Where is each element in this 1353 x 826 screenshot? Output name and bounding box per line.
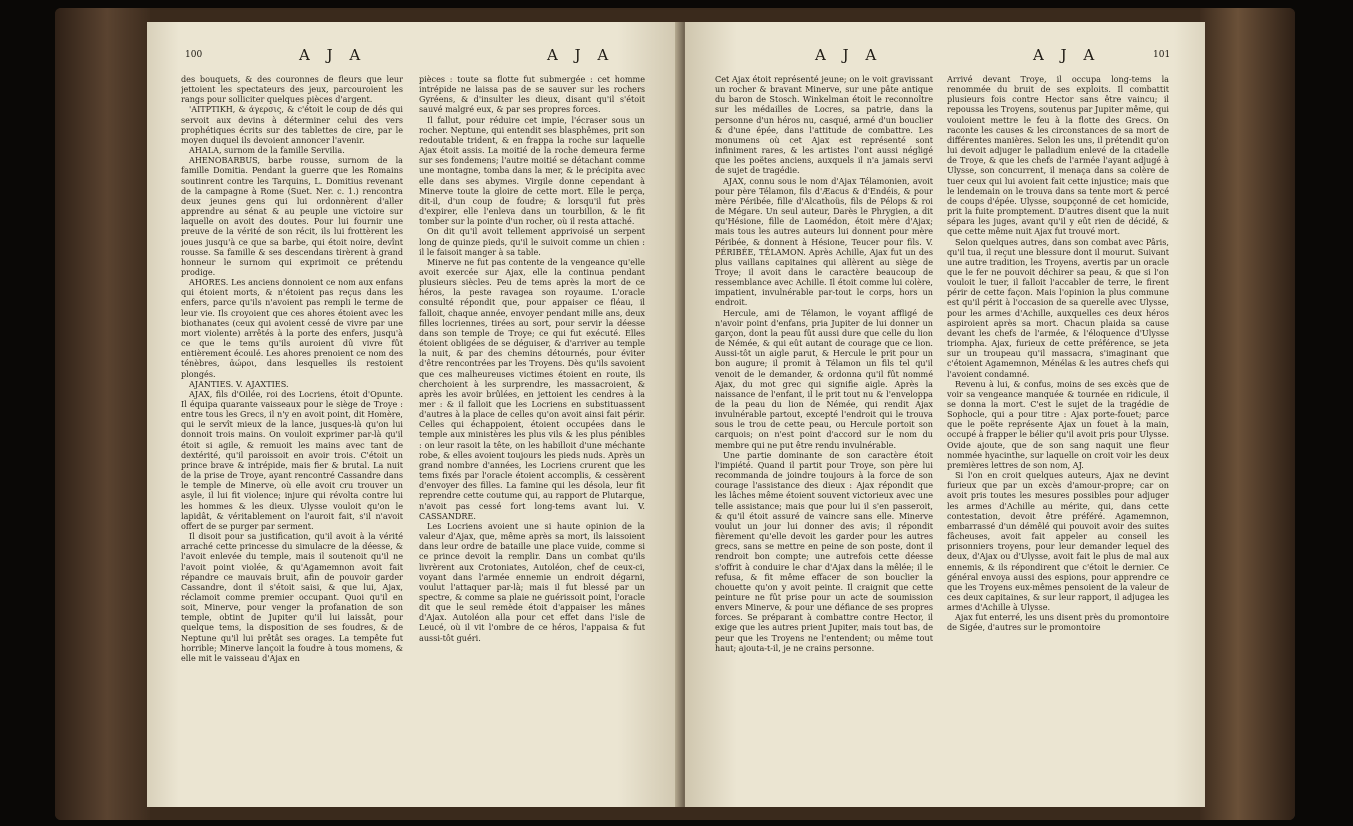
paragraph: AHENOBARBUS, barbe rousse, surnom de la famille Domitia. Pendant la guerre que les Romains soutinrent contre les Tarquins, L. Domitius revenant de la campagne à Rome (Suet. Ner. c. 1.) rencontra deux jeunes gens qui lui ordonnèrent d'aller apprendre au sénat & au peuple une victoire sur laquelle on avoit des doutes. Pour lui fournir une preuve de la vérité de son récit, ils lui frottèrent les joues jusqu'à ce que sa barbe, qui étoit noire, devînt rousse. Sa famille & ses descendans tirèrent à grand honneur le surnom qui exprimoit ce prétendu prodige. xyxy=(181,155,403,277)
paragraph: AHALA, surnom de la famille Servilia. xyxy=(189,145,345,156)
paragraph: Cet Ajax étoit représenté jeune; on le voit gravissant un rocher & bravant Minerve, sur une pâte antique du baron de Stosch. Winkelman étoit le reconnoître sur les médailles de Locres, sa patrie, dans la personne d'un héros nu, casqué, armé d'un bouclier & d'une épée, dans l'attitude de combattre. Les monumens où cet Ajax est représenté sont infiniment rares, & les artistes l'ont aussi négligé que les poëtes anciens, auxquels il n'a jamais servi de sujet de tragédie. xyxy=(715,74,933,176)
running-header-left-col1: A J A xyxy=(299,46,367,64)
left-page-column-2 xyxy=(419,74,645,802)
paragraph: Une partie dominante de son caractère étoit l'impiété. Quand il partit pour Troye, son père lui recommanda de joindre toujours à la force de son courage l'assistance des dieux : Ajax répondit que les lâches même étoient souvent victorieux avec une telle assistance; mais que pour lui il s'en passeroit, & qu'il étoit assuré de vaincre sans elle. Minerve voulut un jour lui donner des avis; il répondit fièrement qu'elle devoit les garder pour les autres grecs, sans se mettre en peine de son poste, dont il rendroit bon compte; une autrefois cette déesse s'offrit à conduire le char d'Ajax dans la mêlée; il le refusa, & fit même effacer de son bouclier la chouette qu'on y avoit peinte. Il craignit que cette peinture ne fût prise pour un acte de soumission envers Minerve, & pour une défiance de ses propres forces. Se préparant à combattre contre Hector, il exige que les autres prient Jupiter, mais tout bas, de peur que les Troyens ne l'entendent; ou même tout haut; ajouta-t-il, je ne crains personne. xyxy=(715,449,933,653)
paragraph: AJAX, connu sous le nom d'Ajax Télamonien, avoit pour père Télamon, fils d'Æacus & d'Endéis, & pour mère Péribée, fille d'Alcathoüs, fils de Pélops & roi de Mégare. Un seul auteur, Darès le Phrygien, a dit qu'Hésione, fille de Laomédon, étoit mère d'Ajax; mais tous les autres auteurs lui donnent pour mère Péribée, & donnent à Hésione, Teucer pour fils. V. PÉRIBÉE, TÉLAMON. Après Achille, Ajax fut un des plus vaillans capitaines qui allèrent au siège de Troye; il avoit dans le caractère beaucoup de ressemblance avec Achille. Il étoit comme lui colère, impatient, invulnérable par-tout le corps, hors un endroit. xyxy=(715,175,933,308)
right-page-column-2 xyxy=(947,74,1169,802)
paragraph: Arrivé devant Troye, il occupa long-tems la renommée du bruit de ses exploits. Il combattit plusieurs fois contre Hector sans être vaincu; il repoussa les Troyens, soutenus par Jupiter même, qui vouloient mettre le feu à la flotte des Grecs. On raconte les causes & les circonstances de sa mort de différentes manières. Selon les uns, il prétendit qu'on lui devoit adjuger le palladium enlevé de la citadelle de Troye, & que les chefs de l'armée l'ayant adjugé à Ulysse, son concurrent, il menaça dans sa colère de tuer ceux qui lui avoient fait cette injustice; mais que le lendemain on le trouva dans sa tente mort & percé de coups d'épée. Ulysse, soupçonné de cet homicide, prit la fuite promptement. D'autres disent que la nuit sépara les juges, avant qu'il y eût rien de décidé, & que cette même nuit Ajax fut trouvé mort. xyxy=(947,74,1169,237)
paragraph: Selon quelques autres, dans son combat avec Pâris, qu'il tua, il reçut une blessure dont il mourut. Suivant une autre tradition, les Troyens, avertis par un oracle que le fer ne pouvoit déchirer sa peau, & que si l'on vouloit le tuer, il falloit l'accabler de terre, le firent périr de cette façon. Mais l'opinion la plus commune est qu'il périt à l'occasion de sa querelle avec Ulysse, pour les armes d'Achille, auxquelles ces deux héros aspiroient après sa mort. Chacun plaida sa cause devant les chefs de l'armée, & l'éloquence d'Ulysse triompha. Ajax, furieux de cette préférence, se jeta sur un troupeau qu'il massacra, s'imaginant que c'étoient Agamemnon, Ménélas & les autres chefs qui l'avoient condamné. xyxy=(947,236,1169,379)
paragraph: AHORES. Les anciens donnoient ce nom aux enfans qui étoient morts, & n'étoient pas reçus dans les enfers, parce qu'ils n'avoient pas rempli le terme de leur vie. Ils croyoient que ces ahores étoient avec les biothanates (ceux qui avoient cessé de vivre par une mort violente) arrêtés à la porte des enfers, jusqu'à ce que le tems qu'ils auroient dû vivre fût entièrement écoulé. Les ahores prenoient ce nom des ténèbres, ἀώροι, dans lesquelles ils restoient plongés. xyxy=(181,277,403,379)
paragraph: Hercule, ami de Télamon, le voyant affligé de n'avoir point d'enfans, pria Jupiter de lui donner un garçon, dont la peau fût aussi dure que celle du lion de Némée, & qui eût autant de courage que ce lion. Aussi-tôt un aigle parut, & Hercule le prit pour un bon augure; il promit à Télamon un fils tel qu'il venoit de le demander, & ordonna qu'il fût nommé Ajax, du mot grec qui signifie aigle. Après la naissance de l'enfant, il le prit tout nu & l'enveloppa de la peau du lion de Némée, qui rendit Ajax invulnérable partout, excepté l'endroit qui le trouva sous le trou de cette peau, ou Hercule portoit son carquois; on n'est point d'accord sur le nom du membre qui ne put être rendu invulnérable. xyxy=(715,307,933,450)
paragraph: Les Locriens avoient une si haute opinion de la valeur d'Ajax, que, même après sa mort, ils laissoient dans leur ordre de bataille une place vuide, comme si ce prince devoit la remplir. Dans un combat qu'ils livrèrent aux Crotoniates, Autoléon, chef de ceux-ci, voyant dans l'armée ennemie un endroit dégarni, voulut l'attaquer par-là; mais il fut blessé par un spectre, & comme sa plaie ne guérissoit point, l'oracle dit que le seul remède étoit d'appaiser les mânes d'Ajax. Autoléon alla pour cet effet dans l'isle de Leucé, où il vit l'ombre de ce héros, l'appaisa & fut aussi-tôt guéri. xyxy=(419,520,645,643)
paragraph: On dit qu'il avoit tellement apprivoisé un serpent long de quinze pieds, qu'il le suivoit comme un chien : il le faisoit manger à sa table. xyxy=(419,226,645,257)
paragraph: pièces : toute sa flotte fut submergée : cet homme intrépide ne laissa pas de se sauver sur les rochers Gyréens, & d'insulter les dieux, disant qu'il s'étoit sauvé malgré eux, & par ses propres forces. xyxy=(419,74,645,115)
paragraph: AJAX, fils d'Oilée, roi des Locriens, étoit d'Opunte. Il équipa quarante vaisseaux pour le siège de Troye : entre tous les Grecs, il n'y en avoit point, dit Homère, qui le servît mieux de la lance, jusques-là qu'on lui donnoit trois mains. On vouloit exprimer par-là qu'il étoit si agile, & remuoit les mains avec tant de dextérité, qu'il paroissoit en avoir trois. C'étoit un prince brave & intrépide, mais fier & brutal. La nuit de la prise de Troye, ayant rencontré Cassandre dans le temple de Minerve, où elle avoit cru trouver un asyle, il lui fit violence; injure qui révolta contre lui les hommes & les dieux. Ulysse vouloit qu'on le lapidât, & véritablement on l'auroit fait, s'il n'avoit offert de se purger par serment. xyxy=(181,388,403,531)
page-number-left: 100 xyxy=(185,50,203,60)
running-header-right-col2: A J A xyxy=(1033,46,1101,64)
paragraph: AJANTIES. V. AJAXTIES. xyxy=(189,378,289,389)
left-page xyxy=(147,22,682,807)
paragraph: des bouquets, & des couronnes de fleurs que leur jettoient les spectateurs des jeux, parcouroient les rangs pour solliciter quelques pièces d'argent. xyxy=(181,74,403,105)
running-header-left-col2: A J A xyxy=(547,46,615,64)
page-number-right: 101 xyxy=(1153,50,1171,60)
paragraph: Il fallut, pour réduire cet impie, l'écraser sous un rocher. Neptune, qui entendit ses blasphêmes, prit son redoutable trident, & en frappa la roche sur laquelle Ajax étoit assis. La moitié de la roche demeura ferme sur ses fondemens; l'autre moitié se détachant comme une montagne, tomba dans la mer, & le précipita avec elle dans ses abymes. Virgile donne cependant à Minerve toute la gloire de cette mort. Elle le perça, dit-il, d'un coup de foudre; & lorsqu'il fut près d'expirer, elle l'enleva dans un tourbillon, & le fit tomber sur la pointe d'un rocher, où il resta attaché. xyxy=(419,114,645,227)
paragraph: Revenu à lui, & confus, moins de ses excès que de voir sa vengeance manquée & tournée en ridicule, il se donna la mort. C'est le sujet de la tragédie de Sophocle, qui a pour titre : Ajax porte-fouet; parce que le poëte représente Ajax un fouet à la main, occupé à frapper le bélier qu'il avoit pris pour Ulysse. Ovide ajoute, que de son sang naquit une fleur nommée hyacinthe, sur laquelle on croit voir les deux premières lettres de son nom, AJ. xyxy=(947,378,1169,470)
right-page-column-1 xyxy=(715,74,933,802)
paragraph: Minerve ne fut pas contente de la vengeance qu'elle avoit exercée sur Ajax, elle la continua pendant plusieurs siècles. Peu de tems après la mort de ce héros, la peste ravagea son royaume. L'oracle consulté répondit que, pour appaiser ce fléau, il falloit, chaque année, envoyer pendant mille ans, deux filles locriennes, tirées au sort, pour servir la déesse dans son temple de Troye; ce qui fut exécuté. Elles étoient obligées de se déguiser, & d'arriver au temple la nuit, & par des chemins détournés, pour éviter d'être rencontrées par les Troyens. Dès qu'ils savoient que ces malheureuses victimes étoient en route, ils cherchoient à les surprendre, les massacroient, & après les avoir brûlées, en jettoient les cendres à la mer : & il falloit que les Locriens en substituassent d'autres à la place de celles qu'on avoit ainsi fait périr. Celles qui échappoient, étoient occupées dans le temple aux ministères les plus vils & les plus pénibles : on leur rasoit la tête, on les habilloit d'une méchante robe, & elles avoient toujours les pieds nuds. Après un grand nombre d'années, les Locriens crurent que les tems fixés par l'oracle étoient accomplis, & cessèrent d'envoyer des filles. La famine qui les désola, leur fit reprendre cette coutume qui, au rapport de Plutarque, n'avoit pas cessé fort long-tems avant lui. V. CASSANDRE. xyxy=(419,256,645,521)
book-cover-right xyxy=(1200,8,1295,820)
paragraph: Si l'on en croit quelques auteurs, Ajax ne devint furieux que par un excès d'amour-propre; car on avoit pris toutes les mesures possibles pour adjuger les armes d'Achille au mérite, qui, dans cette contestation, devoit être préféré. Agamemnon, embarrassé d'un démêlé qui pouvoit avoir des suites fâcheuses, avoit fait appeler au conseil les prisonniers troyens, pour leur demander lequel des deux, d'Ajax ou d'Ulysse, avoit fait le plus de mal aux ennemis, & ils répondirent que c'étoit le dernier. Ce général envoya aussi des espions, pour apprendre ce que les Troyens eux-mêmes pensoient de la valeur de ces deux capitaines, & sur leur rapport, il adjugea les armes d'Achille à Ulysse. xyxy=(947,470,1169,613)
paragraph: Il disoit pour sa justification, qu'il avoit à la vérité arraché cette princesse du simulacre de la déesse, & l'avoit enlevée du temple, mais il soutenoit qu'il ne l'avoit point violée, & qu'Agamemnon avoit fait répandre ce mauvais bruit, afin de pouvoir garder Cassandre, dont il s'étoit saisi, & que lui, Ajax, réclamoit comme premier occupant. Quoi qu'il en soit, Minerve, pour venger la profanation de son temple, obtint de Jupiter qu'il lui laissât, pour quelque tems, la disposition de ses foudres, & de Neptune qu'il lui prêtât ses orages. La tempête fut horrible; Minerve lançoit la foudre à tous momens, & elle mit le vaisseau d'Ajax en xyxy=(181,531,403,663)
paragraph: Ajax fut enterré, les uns disent près du promontoire de Sigée, d'autres sur le promontoire xyxy=(947,612,1169,633)
open-book xyxy=(55,8,1295,820)
paragraph: 'AΙΤΡΤΙΚΗ, & άγερσις, & c'étoit le coup de dés qui servoit aux devins à déterminer celui des vers prophétiques écrits sur des tablettes de cire, par le moyen duquel ils devoient annoncer l'avenir. xyxy=(181,104,403,145)
right-page xyxy=(685,22,1205,807)
running-header-right-col1: A J A xyxy=(815,46,883,64)
left-page-column-1 xyxy=(181,74,403,802)
book-cover-left xyxy=(55,8,150,820)
